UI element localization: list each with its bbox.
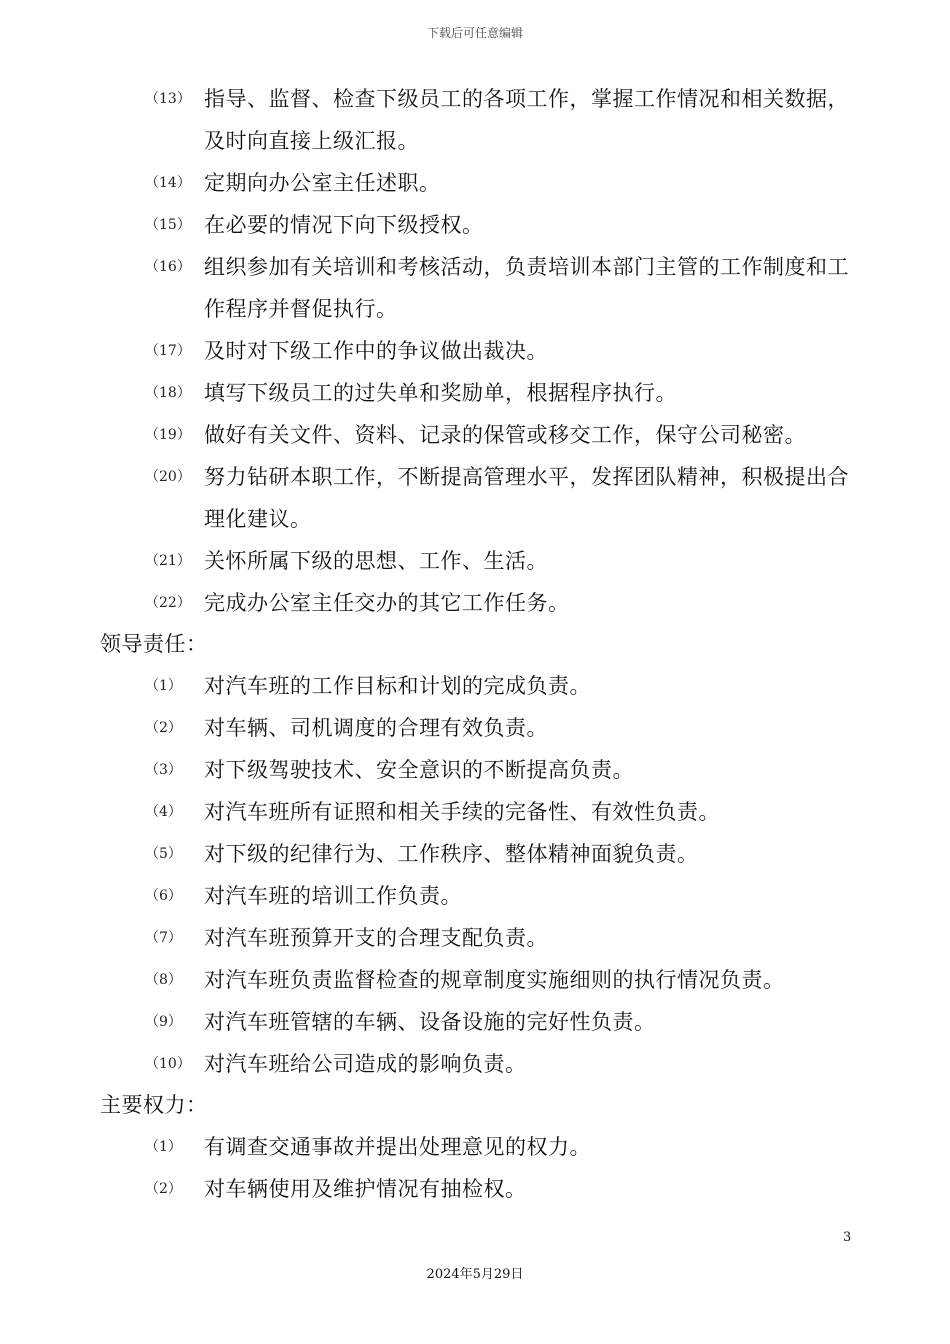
list-item [0, 540, 854, 582]
list-item [0, 917, 854, 959]
list-item [0, 1043, 854, 1085]
item-text: 对汽车班负责监督检查的规章制度实施细则的执行情况负责。 [204, 968, 785, 992]
document-body [0, 78, 950, 1210]
list-item [0, 78, 854, 162]
item-number: （22） [145, 595, 191, 611]
list-item [0, 414, 854, 456]
item-number: （3） [145, 762, 182, 778]
item-number: （21） [145, 553, 191, 569]
section-heading-responsibility: 领导责任： [100, 632, 208, 656]
item-text: 在必要的情况下向下级授权。 [204, 213, 484, 237]
item-text: 对车辆、司机调度的合理有效负责。 [204, 716, 548, 740]
item-number: （8） [145, 972, 182, 988]
item-number: （10） [145, 1056, 191, 1072]
item-text: 做好有关文件、资料、记录的保管或移交工作，保守公司秘密。 [204, 423, 806, 447]
list-item [0, 246, 854, 330]
item-number: （19） [145, 427, 191, 443]
item-number: （2） [145, 1181, 182, 1197]
list-item [0, 665, 854, 707]
list-item [0, 330, 854, 372]
item-number: （20） [145, 469, 191, 485]
page-header: 下载后可任意编辑 [426, 26, 523, 40]
item-text: 及时对下级工作中的争议做出裁决。 [204, 339, 548, 363]
list-item [0, 791, 854, 833]
item-text: 组织参加有关培训和考核活动，负责培训本部门主管的工作制度和工作程序并督促执行。 [204, 255, 849, 321]
item-number: （18） [145, 385, 191, 401]
list-item [0, 204, 854, 246]
item-text: 对汽车班的工作目标和计划的完成负责。 [204, 674, 591, 698]
list-item [0, 875, 854, 917]
item-text: 对汽车班的培训工作负责。 [204, 884, 462, 908]
item-number: （2） [145, 720, 182, 736]
item-text: 填写下级员工的过失单和奖励单，根据程序执行。 [204, 381, 677, 405]
list-item [0, 456, 854, 540]
item-text: 对汽车班预算开支的合理支配负责。 [204, 926, 548, 950]
item-text: 对汽车班所有证照和相关手续的完备性、有效性负责。 [204, 800, 720, 824]
item-number: （17） [145, 343, 191, 359]
list-item [0, 1168, 854, 1210]
item-text: 关怀所属下级的思想、工作、生活。 [204, 549, 548, 573]
item-text: 完成办公室主任交办的其它工作任务。 [204, 591, 570, 615]
item-number: （1） [145, 1139, 182, 1155]
list-item [0, 749, 854, 791]
item-text: 努力钻研本职工作，不断提高管理水平，发挥团队精神，积极提出合理化建议。 [204, 465, 849, 531]
list-item [0, 833, 854, 875]
item-text: 对下级驾驶技术、安全意识的不断提高负责。 [204, 758, 634, 782]
list-item [0, 1126, 854, 1168]
item-number: （9） [145, 1014, 182, 1030]
item-number: （7） [145, 930, 182, 946]
list-item [0, 582, 854, 624]
list-item [0, 959, 854, 1001]
page-number: 3 [843, 1230, 852, 1245]
item-number: （1） [145, 678, 182, 694]
item-number: （15） [145, 217, 191, 233]
item-text: 对汽车班管辖的车辆、设备设施的完好性负责。 [204, 1010, 656, 1034]
item-text: 对车辆使用及维护情况有抽检权。 [204, 1177, 527, 1201]
item-number: （6） [145, 888, 182, 904]
item-text: 指导、监督、检查下级员工的各项工作，掌握工作情况和相关数据，及时向直接上级汇报。 [204, 87, 849, 153]
item-text: 有调查交通事故并提出处理意见的权力。 [204, 1135, 591, 1159]
item-number: （5） [145, 846, 182, 862]
item-text: 对下级的纪律行为、工作秩序、整体精神面貌负责。 [204, 842, 699, 866]
item-number: （16） [145, 259, 191, 275]
list-item [0, 162, 854, 204]
section-heading-authority: 主要权力： [100, 1093, 208, 1117]
item-text: 对汽车班给公司造成的影响负责。 [204, 1052, 527, 1076]
item-number: （4） [145, 804, 182, 820]
list-item [0, 1001, 854, 1043]
item-text: 定期向办公室主任述职。 [204, 171, 441, 195]
page-footer-date: 2024年5月29日 [426, 1267, 524, 1282]
list-item [0, 707, 854, 749]
item-number: （13） [145, 91, 191, 107]
list-item [0, 372, 854, 414]
item-number: （14） [145, 175, 191, 191]
